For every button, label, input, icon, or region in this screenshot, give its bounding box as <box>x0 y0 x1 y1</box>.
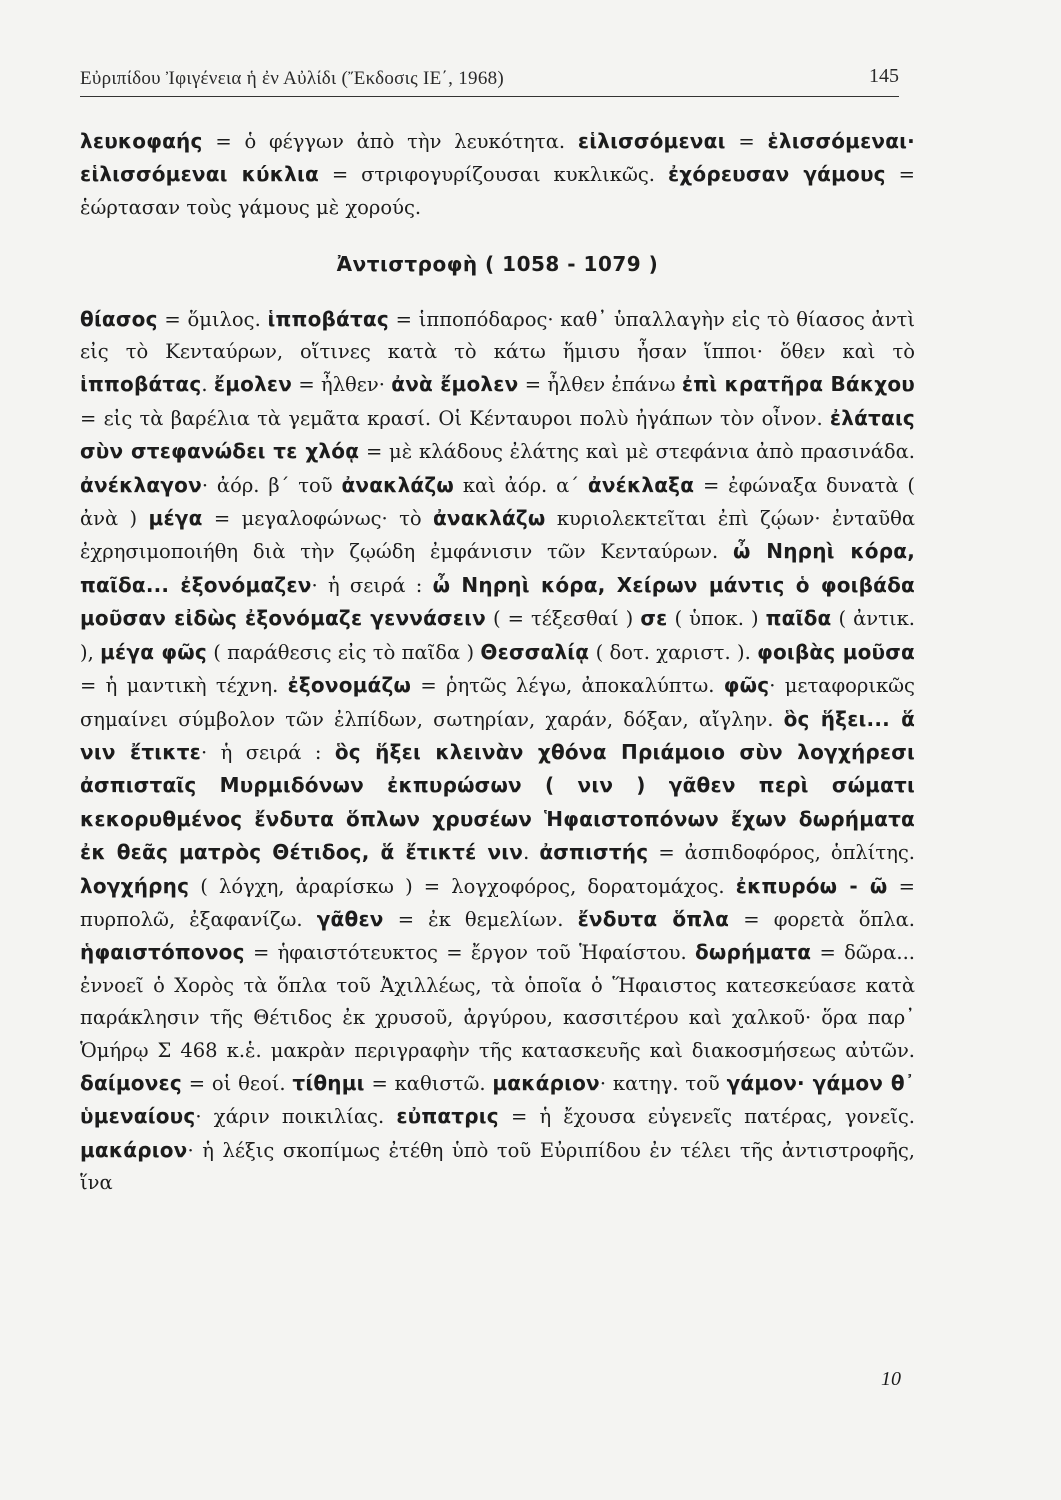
gloss-text: = ἱπποπόδαρος· καθ᾽ ὑπαλλαγὴν εἰς τὸ θίασος ἀντὶ εἰς τὸ Κενταύρων, οἵτινες κατὰ τὸ κάτω ἥμισυ ἦσαν ἵπποι· ὅθεν καὶ τὸ <box>80 307 915 364</box>
gloss-text: ( λόγχη, ἀραρίσκω ) = λογχοφόρος, δορατομάχος. <box>189 874 736 898</box>
gloss-text: ( ὑποκ. ) <box>667 607 766 631</box>
lemma-term: γᾶθεν <box>316 906 384 931</box>
gloss-text: κυριολεκτεῖται ἐπὶ ζῴων· ἐνταῦθα ἐχρησιμοποιήθη διὰ τὴν ζῳώδη ἐμφάνισιν τῶν Κενταύρων. <box>80 507 916 564</box>
lemma-term: ἐξονομάζω <box>287 673 412 698</box>
lemma-term: φῶς <box>723 673 770 698</box>
lemma-term: ὃς ἥξει κλεινὰν χθόνα Πριάμοιο σὺν λογχήρεσι ἀσπισταῖς Μυρμιδόνων ἐκπυρώσων ( νιν ) γᾶθεν περὶ σώματι κεκορυθμένος ἔνδυτα ὅπλων χρυσέων Ἡφαιστοπόνων ἔχων δωρήματα ἐκ θεᾶς ματρὸς Θέτιδος, ἅ ἔτικτέ νιν <box>80 739 916 865</box>
gloss-text: = πυρπολῶ, ἐξαφανίζω. <box>80 874 916 931</box>
lemma-term: ἀνακλάζω <box>432 506 546 531</box>
gloss-text: ( ἀντικ. ), <box>80 607 915 664</box>
lemma-term: ἀσπιστής <box>539 840 649 865</box>
gloss-text: · μεταφορικῶς σημαίνει σύμβολον τῶν ἐλπίδων, σωτηρίαν, χαράν, δόξαν, αἴγλην. <box>80 674 915 731</box>
gloss-text: = ἐκ θεμελίων. <box>383 907 578 931</box>
lemma-term: ἐχόρευσαν γάμους <box>667 162 886 187</box>
gloss-text: = ἐφώναξα δυνατὰ ( ἀνὰ ) <box>80 473 916 531</box>
lemma-term: μέγα <box>148 506 203 531</box>
lemma-term: ἱπποβάτας <box>80 372 202 397</box>
gloss-text: ( δοτ. χαριστ. ). <box>589 640 758 664</box>
gloss-text: ( = τέξεσθαί ) <box>485 607 641 631</box>
gloss-text: = μὲ κλάδους ἐλάτης καὶ μὲ στεφάνια ἀπὸ πρασινάδα. <box>359 440 915 464</box>
lemma-term: λογχήρης <box>80 873 190 898</box>
section-heading: Ἀντιστροφὴ ( 1058 - 1079 ) <box>336 252 659 277</box>
lemma-term: ἐλάταις σὺν στεφανώδει τε χλόᾳ <box>80 405 915 464</box>
lemma-term: ἀνέκλαξα <box>587 472 695 497</box>
gloss-text: = δῶρα... ἐννοεῖ ὁ Χορὸς τὰ ὅπλα τοῦ Ἀχιλλέως, τὰ ὁποῖα ὁ Ἥφαιστος κατεσκεύασε κατὰ παράκλησιν τῆς Θέτιδος ἐκ χρυσοῦ, ἀργύρου, κασσιτέρου καὶ χαλκοῦ· ὅρα παρ᾽ Ὁμήρῳ Σ 468 κ.ἑ. μακρὰν περιγραφὴν τῆς κατασκευῆς καὶ διακοσμήσεως αὐτῶν. <box>80 941 916 1062</box>
gloss-text: = ὁ φέγγων ἀπὸ τὴν λευκότητα. <box>202 130 578 153</box>
lemma-term: ἑλισσόμεναι· εἱλισσόμεναι κύκλια <box>80 129 915 187</box>
gloss-text: = ἡ μαντικὴ τέχνη. <box>80 674 288 698</box>
gloss-text: . <box>523 841 540 865</box>
page-body <box>80 125 915 1200</box>
lemma-term: μακάριον <box>80 1137 188 1162</box>
gloss-text: = στριφογυρίζουσαι κυκλικῶς. <box>318 163 668 187</box>
gloss-text: = ἡφαιστότευκτος = ἔργον τοῦ Ἡφαίστου. <box>244 941 695 965</box>
gloss-text: = ἦλθεν· <box>292 373 392 397</box>
lemma-term: ὦ Νηρηὶ κόρα, παῖδα... ἐξονόμαζεν <box>80 539 915 597</box>
lemma-term: εἱλισσόμεναι <box>577 129 726 153</box>
lemma-term: Θεσσαλίᾳ <box>480 639 590 664</box>
paragraph-intro <box>80 125 915 224</box>
gloss-text: · ἡ λέξις σκοπίμως ἐτέθη ὑπὸ τοῦ Εὐριπίδου ἐν τέλει τῆς ἀντιστροφῆς, ἵνα <box>80 1138 915 1195</box>
gloss-text: . <box>201 373 214 397</box>
gloss-text: · κατηγ. τοῦ <box>599 1071 727 1095</box>
gloss-text: = ἀσπιδοφόρος, ὁπλίτης. <box>648 841 915 865</box>
gloss-text: = οἱ θεοί. <box>181 1071 293 1095</box>
gloss-text: ( παράθεσις εἰς τὸ παῖδα ) <box>206 640 481 664</box>
paragraph-commentary <box>80 303 915 1200</box>
lemma-term: ἀνέκλαγον <box>80 472 202 497</box>
signature-mark: 10 <box>881 1368 901 1390</box>
gloss-text: = φορετὰ ὅπλα. <box>729 907 915 931</box>
gloss-text: · ἀόρ. β΄ τοῦ <box>201 473 342 497</box>
lemma-term: ὦ Νηρηὶ κόρα, Χείρων μάντις ὁ φοιβάδα μοῦσαν εἰδὼς ἐξονόμαζε γεννάσειν <box>80 572 915 631</box>
lemma-term: ἀνὰ ἔμολεν <box>391 372 519 397</box>
gloss-text: = μεγαλοφώνως· τὸ <box>202 507 433 531</box>
lemma-term: εὐπατρις <box>396 1104 499 1129</box>
lemma-term: θίασος <box>80 306 158 331</box>
lemma-term: ἔμολεν <box>213 372 293 397</box>
gloss-text: καὶ ἀόρ. α΄ <box>453 473 588 497</box>
gloss-text: = <box>725 130 768 153</box>
lemma-term: τίθημι <box>292 1070 365 1095</box>
lemma-term: ἐπὶ κρατῆρα Βάκχου <box>681 372 915 397</box>
gloss-text: · χάριν ποικιλίας. <box>195 1105 397 1129</box>
lemma-term: σε <box>640 606 668 631</box>
page-number: 145 <box>869 65 899 87</box>
lemma-term: παῖδα <box>765 606 832 631</box>
lemma-term: λευκοφαής <box>80 129 203 153</box>
lemma-term: δωρήματα <box>694 940 812 965</box>
gloss-text: = ἡ ἔχουσα εὐγενεῖς πατέρας, γονεῖς. <box>498 1105 916 1129</box>
lemma-term: μακάριον <box>492 1070 600 1095</box>
lemma-term: γάμον· γάμον θ᾽ ὑμεναίους <box>80 1070 916 1129</box>
gloss-text: = ὅμιλος. <box>157 307 268 331</box>
header-title: Εὐριπίδου Ἰφιγένεια ἡ ἐν Αὐλίδι (Ἔκδοσις ΙΕ΄, 1968) <box>80 68 505 89</box>
gloss-text: = καθιστῶ. <box>364 1071 493 1095</box>
running-header <box>80 62 899 97</box>
lemma-term: ἐκπυρόω - ῶ <box>735 873 888 898</box>
gloss-text: = ἑώρτασαν τοὺς γάμους μὲ χορούς. <box>80 163 915 219</box>
lemma-term: μέγα φῶς <box>100 639 207 664</box>
gloss-text: · ἡ σειρά : <box>201 740 335 764</box>
lemma-term: ἀνακλάζω <box>341 472 454 497</box>
lemma-term: ὃς ἥξει... ἅ νιν ἔτικτε <box>80 706 916 764</box>
lemma-term: ἱπποβάτας <box>267 306 389 331</box>
gloss-text: · ἡ σειρά : <box>311 573 433 597</box>
lemma-term: φοιβὰς μοῦσα <box>757 639 915 664</box>
lemma-term: ἔνδυτα ὅπλα <box>577 906 730 931</box>
gloss-text: = ῥητῶς λέγω, ἀποκαλύπτω. <box>411 674 724 698</box>
gloss-text: = εἰς τὰ βαρέλια τὰ γεμᾶτα κρασί. Οἱ Κένταυροι πολὺ ἠγάπων τὸν οἶνον. <box>80 406 830 430</box>
lemma-term: δαίμονες <box>80 1070 182 1095</box>
lemma-term: ἡφαιστόπονος <box>80 940 245 965</box>
gloss-text: = ἦλθεν ἐπάνω <box>518 373 682 397</box>
